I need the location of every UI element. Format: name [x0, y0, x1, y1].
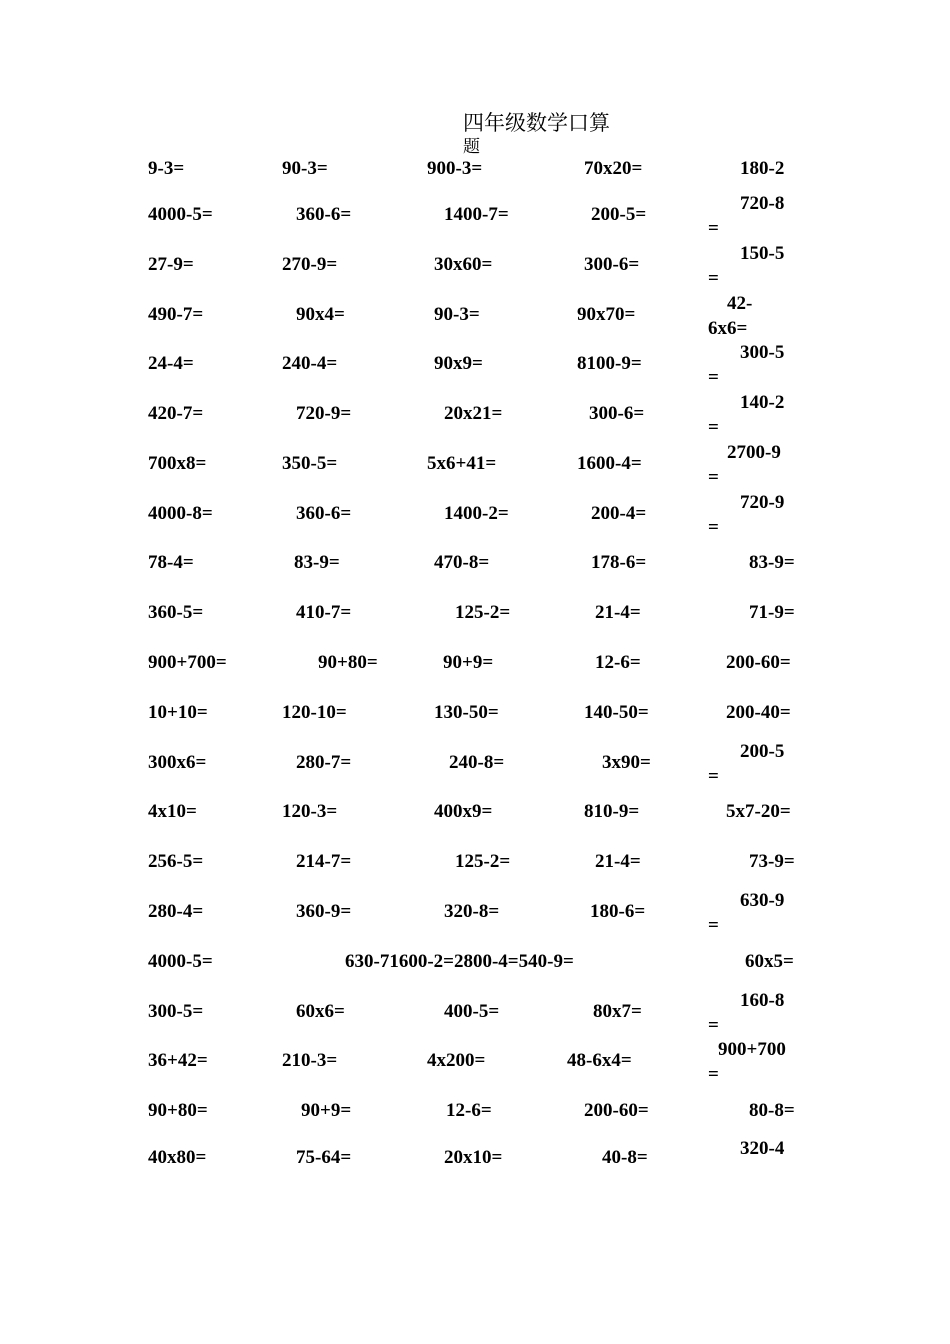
problem-r10-c5: 71-9=: [749, 602, 795, 623]
problem-r7-c2: 350-5=: [282, 453, 338, 474]
problem-r9-c2: 83-9=: [294, 552, 340, 573]
problem-r9-c1: 78-4=: [148, 552, 194, 573]
problem-r18-c1: 300-5=: [148, 1001, 204, 1022]
problem-r3-c4: 300-6=: [584, 254, 640, 275]
problem-r1-c3: 900-3=: [427, 158, 483, 179]
problem-r12-c2: 120-10=: [282, 702, 347, 723]
problem-r21-c2: 75-64=: [296, 1147, 352, 1168]
problem-r13-c6: =: [708, 766, 719, 787]
problem-r19-c1: 36+42=: [148, 1050, 208, 1071]
problem-r12-c5: 200-40=: [726, 702, 791, 723]
title-line-2: 题: [463, 137, 480, 156]
problem-r21-c4: 40-8=: [602, 1147, 648, 1168]
problem-r13-c1: 300x6=: [148, 752, 207, 773]
title-line-1: 四年级数学口算: [463, 111, 610, 135]
problem-r16-c1: 280-4=: [148, 901, 204, 922]
problem-r16-c2: 360-9=: [296, 901, 352, 922]
problem-r2-c4: 200-5=: [591, 204, 647, 225]
problem-r5-c6: =: [708, 367, 719, 388]
problem-r4-c5: 42-: [727, 293, 753, 314]
problem-r16-c4: 180-6=: [590, 901, 646, 922]
problem-r3-c1: 27-9=: [148, 254, 194, 275]
problem-r17-c3: 60x5=: [745, 951, 794, 972]
problem-r11-c5: 200-60=: [726, 652, 791, 673]
problem-r3-c2: 270-9=: [282, 254, 338, 275]
problem-r2-c1: 4000-5=: [148, 204, 213, 225]
problem-r4-c1: 490-7=: [148, 304, 204, 325]
problem-r10-c2: 410-7=: [296, 602, 352, 623]
problem-r14-c1: 4x10=: [148, 801, 197, 822]
problem-r14-c2: 120-3=: [282, 801, 338, 822]
problem-r1-c2: 90-3=: [282, 158, 328, 179]
problem-r17-c1: 4000-5=: [148, 951, 213, 972]
problem-r5-c2: 240-4=: [282, 353, 338, 374]
problem-r11-c1: 900+700=: [148, 652, 227, 673]
problem-r11-c2: 90+80=: [318, 652, 378, 673]
problem-r19-c6: =: [708, 1064, 719, 1085]
problem-r13-c2: 280-7=: [296, 752, 352, 773]
problem-r15-c4: 21-4=: [595, 851, 641, 872]
problem-r5-c1: 24-4=: [148, 353, 194, 374]
problem-r20-c4: 200-60=: [584, 1100, 649, 1121]
problem-r2-c2: 360-6=: [296, 204, 352, 225]
problem-r13-c5: 200-5: [740, 741, 785, 762]
problem-r3-c6: =: [708, 268, 719, 289]
problem-r6-c3: 20x21=: [444, 403, 503, 424]
problem-r19-c2: 210-3=: [282, 1050, 338, 1071]
problem-r15-c1: 256-5=: [148, 851, 204, 872]
problem-r8-c5: 720-9: [740, 492, 785, 513]
problem-r9-c3: 470-8=: [434, 552, 490, 573]
problem-r8-c1: 4000-8=: [148, 503, 213, 524]
problem-r15-c5: 73-9=: [749, 851, 795, 872]
problem-r20-c2: 90+9=: [301, 1100, 352, 1121]
problem-r18-c6: =: [708, 1015, 719, 1036]
problem-r8-c4: 200-4=: [591, 503, 647, 524]
problem-r8-c2: 360-6=: [296, 503, 352, 524]
problem-r2-c5: 720-8: [740, 193, 785, 214]
problem-r1-c1: 9-3=: [148, 158, 185, 179]
problem-r20-c3: 12-6=: [446, 1100, 492, 1121]
problem-r12-c3: 130-50=: [434, 702, 499, 723]
problem-r4-c4: 90x70=: [577, 304, 636, 325]
problem-r18-c4: 80x7=: [593, 1001, 642, 1022]
problem-r11-c4: 12-6=: [595, 652, 641, 673]
problem-r7-c5: 2700-9: [727, 442, 781, 463]
problem-r19-c5: 900+700: [718, 1039, 786, 1060]
problem-r5-c5: 300-5: [740, 342, 785, 363]
problem-r15-c3: 125-2=: [455, 851, 511, 872]
problem-r13-c3: 240-8=: [449, 752, 505, 773]
problem-r14-c3: 400x9=: [434, 801, 493, 822]
problem-r6-c2: 720-9=: [296, 403, 352, 424]
problem-r3-c3: 30x60=: [434, 254, 493, 275]
problem-r14-c5: 5x7-20=: [726, 801, 791, 822]
problem-r14-c4: 810-9=: [584, 801, 640, 822]
problem-r16-c5: 630-9: [740, 890, 785, 911]
problem-r1-c5: 180-2: [740, 158, 785, 179]
problem-r8-c6: =: [708, 517, 719, 538]
problem-r21-c5: 320-4: [740, 1138, 785, 1159]
problem-r3-c5: 150-5: [740, 243, 785, 264]
problem-r21-c3: 20x10=: [444, 1147, 503, 1168]
problem-r21-c1: 40x80=: [148, 1147, 207, 1168]
problem-r20-c1: 90+80=: [148, 1100, 208, 1121]
problem-r13-c4: 3x90=: [602, 752, 651, 773]
problem-r5-c3: 90x9=: [434, 353, 483, 374]
problem-r12-c4: 140-50=: [584, 702, 649, 723]
problem-r18-c5: 160-8: [740, 990, 785, 1011]
problem-r11-c3: 90+9=: [443, 652, 494, 673]
problem-r7-c3: 5x6+41=: [427, 453, 497, 474]
problem-r2-c6: =: [708, 218, 719, 239]
problem-r18-c2: 60x6=: [296, 1001, 345, 1022]
problem-r20-c5: 80-8=: [749, 1100, 795, 1121]
problem-r12-c1: 10+10=: [148, 702, 208, 723]
problem-r17-c2: 630-71600-2=2800-4=540-9=: [345, 951, 574, 972]
problem-r9-c4: 178-6=: [591, 552, 647, 573]
problem-r6-c5: 140-2: [740, 392, 785, 413]
problem-r1-c4: 70x20=: [584, 158, 643, 179]
problem-r19-c3: 4x200=: [427, 1050, 486, 1071]
problem-r7-c6: =: [708, 467, 719, 488]
problem-r5-c4: 8100-9=: [577, 353, 642, 374]
problem-r16-c6: =: [708, 915, 719, 936]
problem-r19-c4: 48-6x4=: [567, 1050, 632, 1071]
problem-r7-c4: 1600-4=: [577, 453, 642, 474]
problem-r6-c1: 420-7=: [148, 403, 204, 424]
problem-r15-c2: 214-7=: [296, 851, 352, 872]
problem-r16-c3: 320-8=: [444, 901, 500, 922]
problem-r2-c3: 1400-7=: [444, 204, 509, 225]
problem-r4-c6: 6x6=: [708, 318, 748, 339]
problem-r4-c2: 90x4=: [296, 304, 345, 325]
problem-r18-c3: 400-5=: [444, 1001, 500, 1022]
problem-r8-c3: 1400-2=: [444, 503, 509, 524]
problem-r4-c3: 90-3=: [434, 304, 480, 325]
problem-r6-c4: 300-6=: [589, 403, 645, 424]
problem-r6-c6: =: [708, 417, 719, 438]
problem-r10-c1: 360-5=: [148, 602, 204, 623]
problem-r7-c1: 700x8=: [148, 453, 207, 474]
problem-r10-c4: 21-4=: [595, 602, 641, 623]
problem-r10-c3: 125-2=: [455, 602, 511, 623]
problem-r9-c5: 83-9=: [749, 552, 795, 573]
